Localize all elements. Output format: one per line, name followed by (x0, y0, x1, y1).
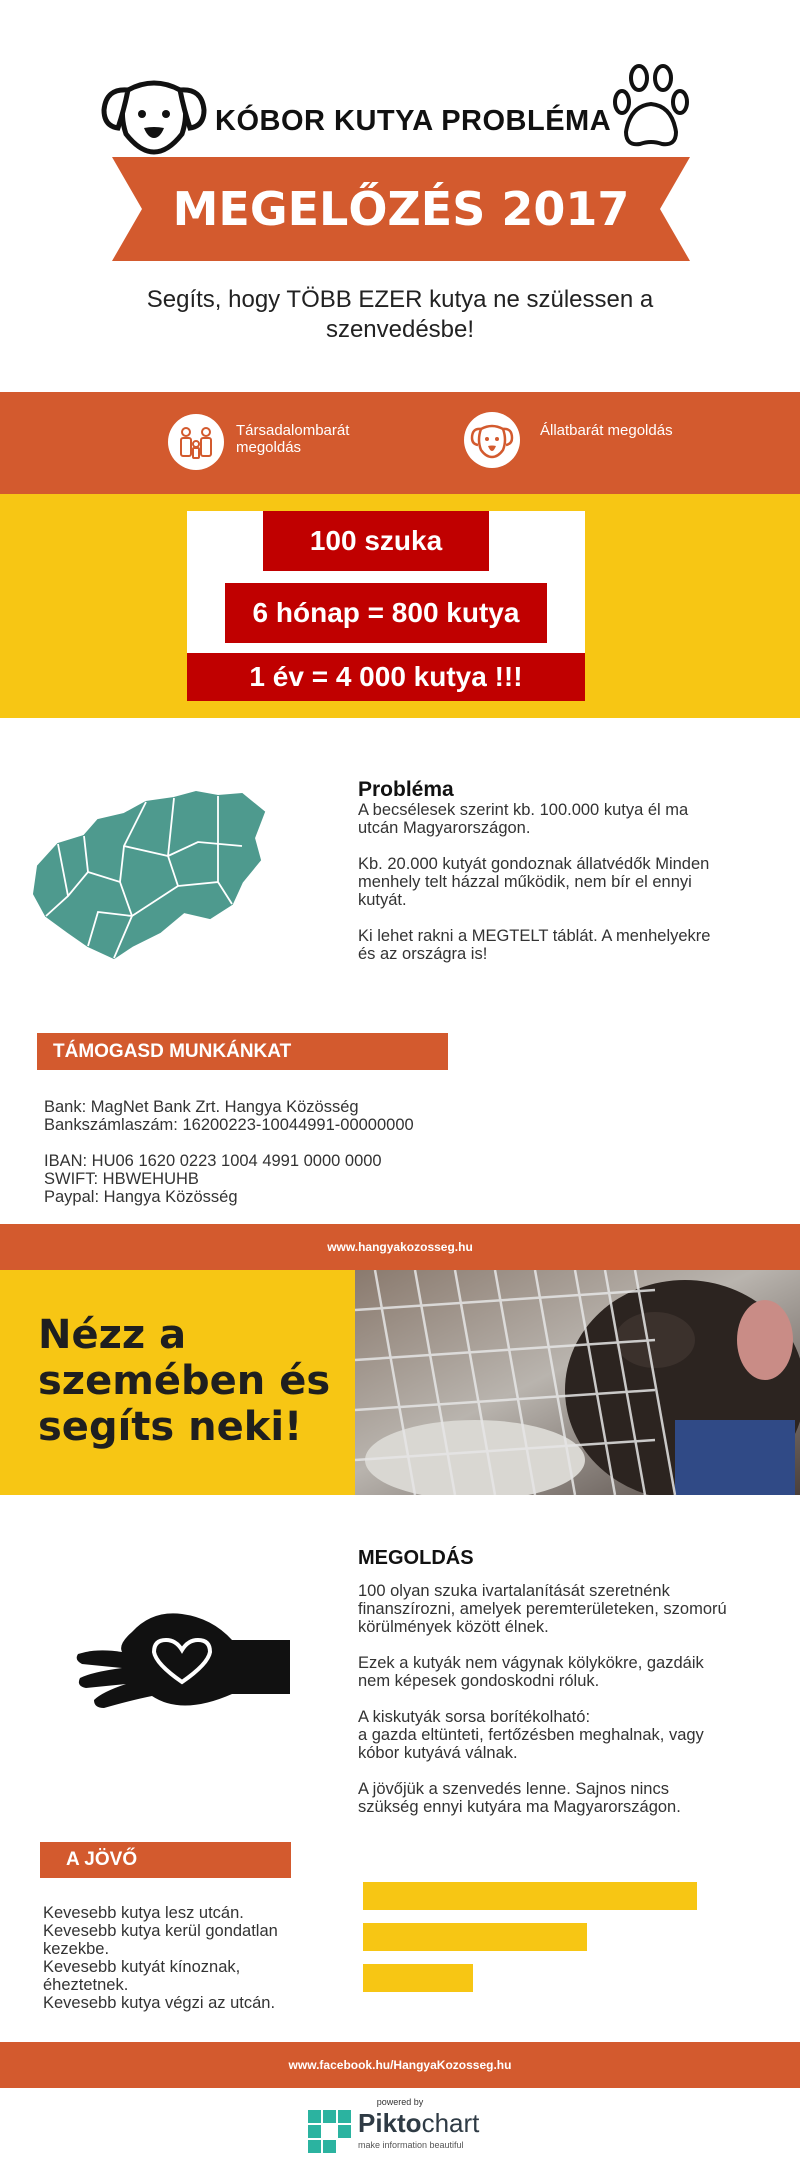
powered-by: powered by (376, 2097, 424, 2107)
problem-title: Probléma (358, 778, 454, 801)
feature-label-social: Társadalombarát megoldás (236, 422, 350, 456)
swift-line: SWIFT: HBWEHUHB (44, 1170, 199, 1188)
banner-title: MEGELŐZÉS 2017 (172, 182, 630, 236)
people-icon (168, 414, 224, 470)
future-bar-1 (363, 1882, 697, 1910)
website-link[interactable]: www.hangyakozosseg.hu (0, 1224, 800, 1270)
piktochart-icon (308, 2110, 352, 2154)
problem-text: A becsélesek szerint kb. 100.000 kutya él ma utcán Magyarországon. Kb. 20.000 kutyát gondoznak állatvédők Minden menhely telt házzal működik, nem bír el ennyi kutyát. Ki lehet rakni a MEGTELT táblát. A menhelyekre és az országra is! (358, 801, 711, 963)
future-bar-chart (363, 1882, 697, 1992)
solution-text: 100 olyan szuka ivartalanítását szeretnénk finanszírozni, amelyek peremterületeken, szomorú körülmények között élnek. Ezek a kutyák nem vágynak kölykökre, gazdáik nem képesek gondoskodni róluk. A kiskutyák sorsa borítékolható: a gazda eltünteti, fertőzésben meghalnak, vagy kóbor kutyává válnak. A jövőjük a szenvedés lenne. Sajnos nincs szükség ennyi kutyára ma Magyarországon. (358, 1582, 727, 1816)
iban-line: IBAN: HU06 1620 0223 1004 4991 0000 0000 (44, 1152, 382, 1170)
brand-slogan: make information beautiful (358, 2140, 464, 2150)
feature-label-animal: Állatbarát megoldás (540, 422, 673, 439)
brand-part-b: chart (421, 2108, 480, 2138)
future-bar-3 (363, 1964, 473, 1992)
features-strip (0, 392, 800, 494)
dog-face-icon (98, 70, 210, 156)
account-line: Bankszámlaszám: 16200223-10044991-00000000 (44, 1116, 414, 1134)
future-text: Kevesebb kutya lesz utcán. Kevesebb kutya kerül gondatlan kezekbe. Kevesebb kutyát kínoznak, éheztetnek. Kevesebb kutya végzi az utcán. (43, 1904, 278, 2012)
stats-section (0, 494, 800, 718)
solution-title: MEGOLDÁS (358, 1547, 474, 1569)
appeal-line-3: segíts neki! (38, 1404, 303, 1450)
stat-females: 100 szuka (263, 511, 489, 571)
heart-hand-icon (72, 1608, 290, 1720)
future-bar-2 (363, 1923, 587, 1951)
piktochart-logo[interactable] (308, 2108, 508, 2158)
paw-icon (612, 62, 690, 152)
future-tag: A JÖVŐ (40, 1842, 291, 1878)
support-tag: TÁMOGASD MUNKÁNKAT (37, 1033, 448, 1070)
stat-one-year: 1 év = 4 000 kutya !!! (187, 653, 585, 701)
bank-line: Bank: MagNet Bank Zrt. Hangya Közösség (44, 1098, 359, 1116)
facebook-link[interactable]: www.facebook.hu/HangyaKozosseg.hu (0, 2042, 800, 2088)
appeal-line-2: szemében és (38, 1358, 331, 1404)
page-title: KÓBOR KUTYA PROBLÉMA (215, 105, 612, 137)
caged-dog-photo (355, 1270, 800, 1495)
dog-face-icon (464, 412, 520, 468)
paypal-line: Paypal: Hangya Közösség (44, 1188, 238, 1206)
bank-details (44, 1098, 544, 1206)
appeal-panel (0, 1270, 355, 1495)
appeal-line-1: Nézz a (38, 1312, 187, 1358)
ribbon-banner (112, 157, 690, 261)
hungary-map (28, 786, 270, 964)
stat-six-months: 6 hónap = 800 kutya (225, 583, 547, 643)
spacer-line (44, 1134, 544, 1152)
tagline: Segíts, hogy TÖBB EZER kutya ne szülessen a szenvedésbe! (146, 286, 654, 343)
brand-part-a: Pikto (358, 2108, 422, 2138)
